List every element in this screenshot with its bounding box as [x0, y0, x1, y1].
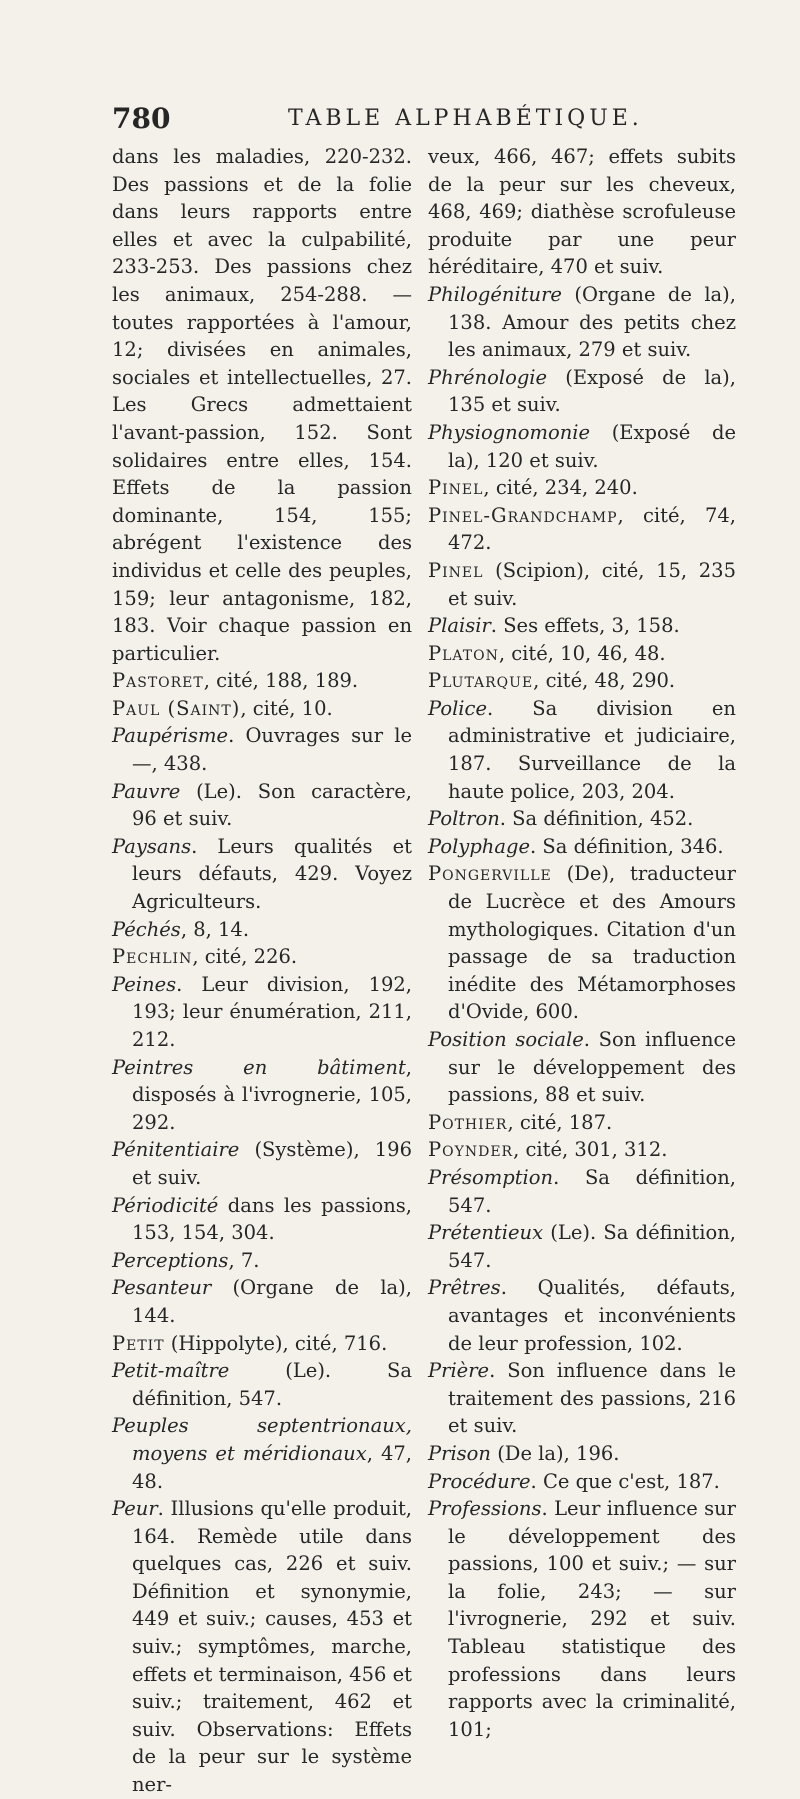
entry-keyword: Peuples septentrionaux, moyens et méridionaux — [112, 1414, 412, 1465]
entry-text: (Organe de la), 144. — [132, 1276, 412, 1327]
index-entry — [112, 1247, 412, 1275]
entry-text: . Leurs qualités et leurs défauts, 429. Voyez Agriculteurs. — [132, 834, 412, 914]
index-entry — [428, 1468, 736, 1496]
entry-text: , cité, 48, 290. — [533, 669, 676, 693]
entry-keyword: Platon — [428, 641, 499, 665]
entry-text: . Sa définition, 346. — [530, 834, 724, 858]
index-entry — [428, 1026, 736, 1109]
running-title: TABLE ALPHABÉTIQUE. — [288, 106, 643, 131]
entry-keyword: Procédure — [428, 1469, 531, 1493]
entry-text: (Système), 196 et suiv. — [132, 1138, 412, 1189]
index-entry — [428, 557, 736, 612]
entry-text: . Ce que c'est, 187. — [530, 1469, 720, 1493]
index-entry — [428, 640, 736, 668]
entry-keyword: Péchés — [112, 917, 181, 941]
index-entry — [428, 612, 736, 640]
entry-keyword: Plutarque — [428, 669, 534, 693]
entry-keyword: Prison — [428, 1441, 491, 1465]
entry-text: (Le). Son caractère, 96 et suiv. — [132, 779, 412, 831]
index-entry — [428, 1164, 736, 1219]
index-entry — [428, 1495, 736, 1743]
entry-keyword: Pinel-Grandchamp — [428, 503, 618, 527]
index-entry — [428, 667, 736, 695]
entry-text: , cité, 187. — [507, 1110, 613, 1134]
index-entry — [112, 1192, 412, 1247]
entry-text: . Ouvrages sur le —, 438. — [132, 724, 412, 776]
page-number: 780 — [112, 102, 171, 135]
entry-text: , cité, 10. — [240, 696, 333, 720]
index-entry — [112, 667, 412, 695]
entry-text: . Leur division, 192, 193; leur énumération, 211, 212. — [132, 972, 412, 1051]
index-entry — [428, 1274, 736, 1357]
entry-keyword: Pesanteur — [112, 1276, 212, 1300]
index-entry — [428, 474, 736, 502]
entry-keyword: Perceptions — [112, 1248, 229, 1272]
entry-keyword: Police — [428, 696, 488, 720]
index-entry — [428, 1440, 736, 1468]
entry-keyword: Pinel — [428, 476, 484, 500]
entry-text: , 7. — [228, 1248, 260, 1272]
entry-keyword: Périodicité — [112, 1193, 219, 1217]
entry-keyword: Philogéniture — [428, 282, 562, 306]
entry-text: , 47, 48. — [132, 1441, 412, 1493]
index-entry — [112, 1136, 412, 1191]
index-entry — [428, 502, 736, 557]
entry-text: , cité, 188, 189. — [203, 669, 359, 693]
index-entry — [112, 778, 412, 833]
entry-text: (Hippolyte), cité, 716. — [164, 1331, 388, 1355]
entry-text: (De la), 196. — [491, 1441, 620, 1465]
index-entry — [112, 1495, 412, 1799]
entry-keyword: Petit-maître — [112, 1359, 230, 1383]
index-entry — [428, 419, 736, 474]
index-entry — [428, 833, 736, 861]
index-entry — [112, 971, 412, 1054]
entry-keyword: Professions — [428, 1497, 542, 1521]
entry-text: dans les passions, 153, 154, 304. — [132, 1193, 412, 1245]
entry-keyword: Peur — [112, 1497, 158, 1521]
index-entry — [112, 143, 412, 667]
entry-text: , cité, 301, 312. — [513, 1138, 668, 1162]
entry-text: . Sa définition, 547. — [448, 1165, 736, 1217]
left-column — [112, 143, 412, 1799]
index-entry — [428, 860, 736, 1026]
entry-keyword: Petit — [112, 1331, 165, 1355]
entry-text: , 8, 14. — [180, 917, 250, 941]
index-entry — [428, 695, 736, 805]
entry-keyword: Pauvre — [112, 779, 181, 803]
index-entry — [112, 722, 412, 777]
right-column — [428, 143, 736, 1743]
entry-keyword: Paupérisme — [112, 724, 229, 748]
entry-text: . Ses effets, 3, 158. — [490, 614, 680, 638]
entry-keyword: Paysans — [112, 834, 192, 858]
entry-text: , disposés à l'ivrognerie, 105, 292. — [132, 1055, 412, 1134]
entry-keyword: Peines — [112, 972, 177, 996]
entry-text: , cité, 234, 240. — [483, 476, 638, 500]
entry-text: . Son influence dans le traitement des passions, 216 et suiv. — [448, 1359, 736, 1438]
entry-keyword: Pothier — [428, 1110, 508, 1134]
index-entry — [112, 833, 412, 916]
entry-keyword: Prêtres — [428, 1276, 501, 1300]
entry-keyword: Position sociale — [428, 1028, 584, 1051]
entry-text: (De), traducteur de Lucrèce et des Amours mythologiques. Citation d'un passage de sa traduction inédite des Métamorphoses d'Ovide, 600. — [448, 862, 736, 1024]
index-entry — [428, 281, 736, 364]
page-header — [112, 102, 752, 138]
entry-text: , cité, 226. — [192, 945, 298, 969]
entry-keyword: Poynder — [428, 1138, 514, 1162]
entry-keyword: Présomption — [428, 1165, 554, 1189]
index-entry — [428, 1109, 736, 1137]
entry-text: . Sa définition, 452. — [499, 807, 694, 831]
entry-keyword: Pastoret — [112, 669, 204, 693]
entry-text: (Exposé de la), 135 et suiv. — [448, 365, 736, 417]
entry-keyword: Poltron — [428, 807, 500, 831]
index-entry — [112, 1054, 412, 1137]
index-entry — [112, 1357, 412, 1412]
entry-text: (Le). Sa définition, 547. — [132, 1359, 412, 1410]
index-entry — [112, 1274, 412, 1329]
entry-keyword: Plaisir — [428, 614, 491, 638]
entry-text: (Organe de la), 138. Amour des petits chez les animaux, 279 et suiv. — [448, 282, 736, 362]
index-entry — [428, 1219, 736, 1274]
entry-text: . Leur influence sur le développement des passions, 100 et suiv.; — sur la folie, 243; — sur l'ivrognerie, 292 et suiv. Tableau statistique des professions dans leurs rapports avec la criminalité, 101; — [448, 1497, 736, 1741]
entry-text: . Illusions qu'elle produit, 164. Remède utile dans quelques cas, 226 et suiv. Définition et synonymie, 449 et suiv.; causes, 453 et suiv.; symptômes, marche, effets et terminaison, 456 et suiv.; traitement, 462 et suiv. Observations: Effets de la peur sur le système ner- — [132, 1497, 412, 1797]
entry-text: (Scipion), cité, 15, 235 et suiv. — [448, 558, 736, 610]
entry-keyword: Physiognomonie — [428, 420, 591, 444]
entry-keyword: Peintres en bâtiment — [112, 1055, 406, 1079]
index-entry — [428, 1357, 736, 1440]
index-entry — [112, 916, 412, 944]
entry-keyword: Prière — [428, 1359, 490, 1383]
entry-text: . Son influence sur le développement des passions, 88 et suiv. — [448, 1028, 736, 1107]
entry-text: (Exposé de la), 120 et suiv. — [448, 420, 736, 472]
entry-keyword: Prétentieux — [428, 1221, 544, 1245]
entry-keyword: Pinel — [428, 558, 484, 582]
index-entry — [112, 695, 412, 723]
index-entry — [428, 364, 736, 419]
entry-text: veux, 466, 467; effets subits de la peur sur les cheveux, 468, 469; diathèse scrofuleuse produite par une peur héréditaire, 470 et suiv. — [428, 145, 736, 279]
entry-keyword: Paul (Saint) — [112, 696, 241, 720]
index-entry — [428, 805, 736, 833]
entry-text: . Qualités, défauts, avantages et inconvénients de leur profession, 102. — [448, 1276, 736, 1355]
entry-keyword: Pongerville — [428, 862, 552, 886]
entry-text: , cité, 74, 472. — [448, 503, 736, 555]
entry-keyword: Phrénologie — [428, 365, 548, 389]
entry-keyword: Pechlin — [112, 945, 193, 969]
index-entry — [428, 143, 736, 281]
entry-text: . Sa division en administrative et judiciaire, 187. Surveillance de la haute police, 203, 204. — [448, 696, 736, 803]
entry-text: dans les maladies, 220-232. Des passions et de la folie dans leurs rapports entre elles et avec la culpabilité, 233-253. Des passions chez les animaux, 254-288. — toutes rapportées à l'amour, 12; divisées en animales, sociales et intellectuelles, 27. Les Grecs admettaient l'avant-passion, 152. Sont solidaires entre elles, 154. Effets de la passion dominante, 154, 155; abrégent l'existence des individus et celle des peuples, 159; leur antagonisme, 182, 183. Voir chaque passion en particulier. — [112, 145, 412, 665]
entry-text: (Le). Sa définition, 547. — [448, 1221, 736, 1272]
entry-keyword: Pénitentiaire — [112, 1138, 240, 1162]
index-entry — [428, 1136, 736, 1164]
entry-text: , cité, 10, 46, 48. — [498, 641, 666, 665]
index-entry — [112, 943, 412, 971]
index-entry — [112, 1330, 412, 1358]
index-entry — [112, 1412, 412, 1495]
entry-keyword: Polyphage — [428, 834, 531, 858]
